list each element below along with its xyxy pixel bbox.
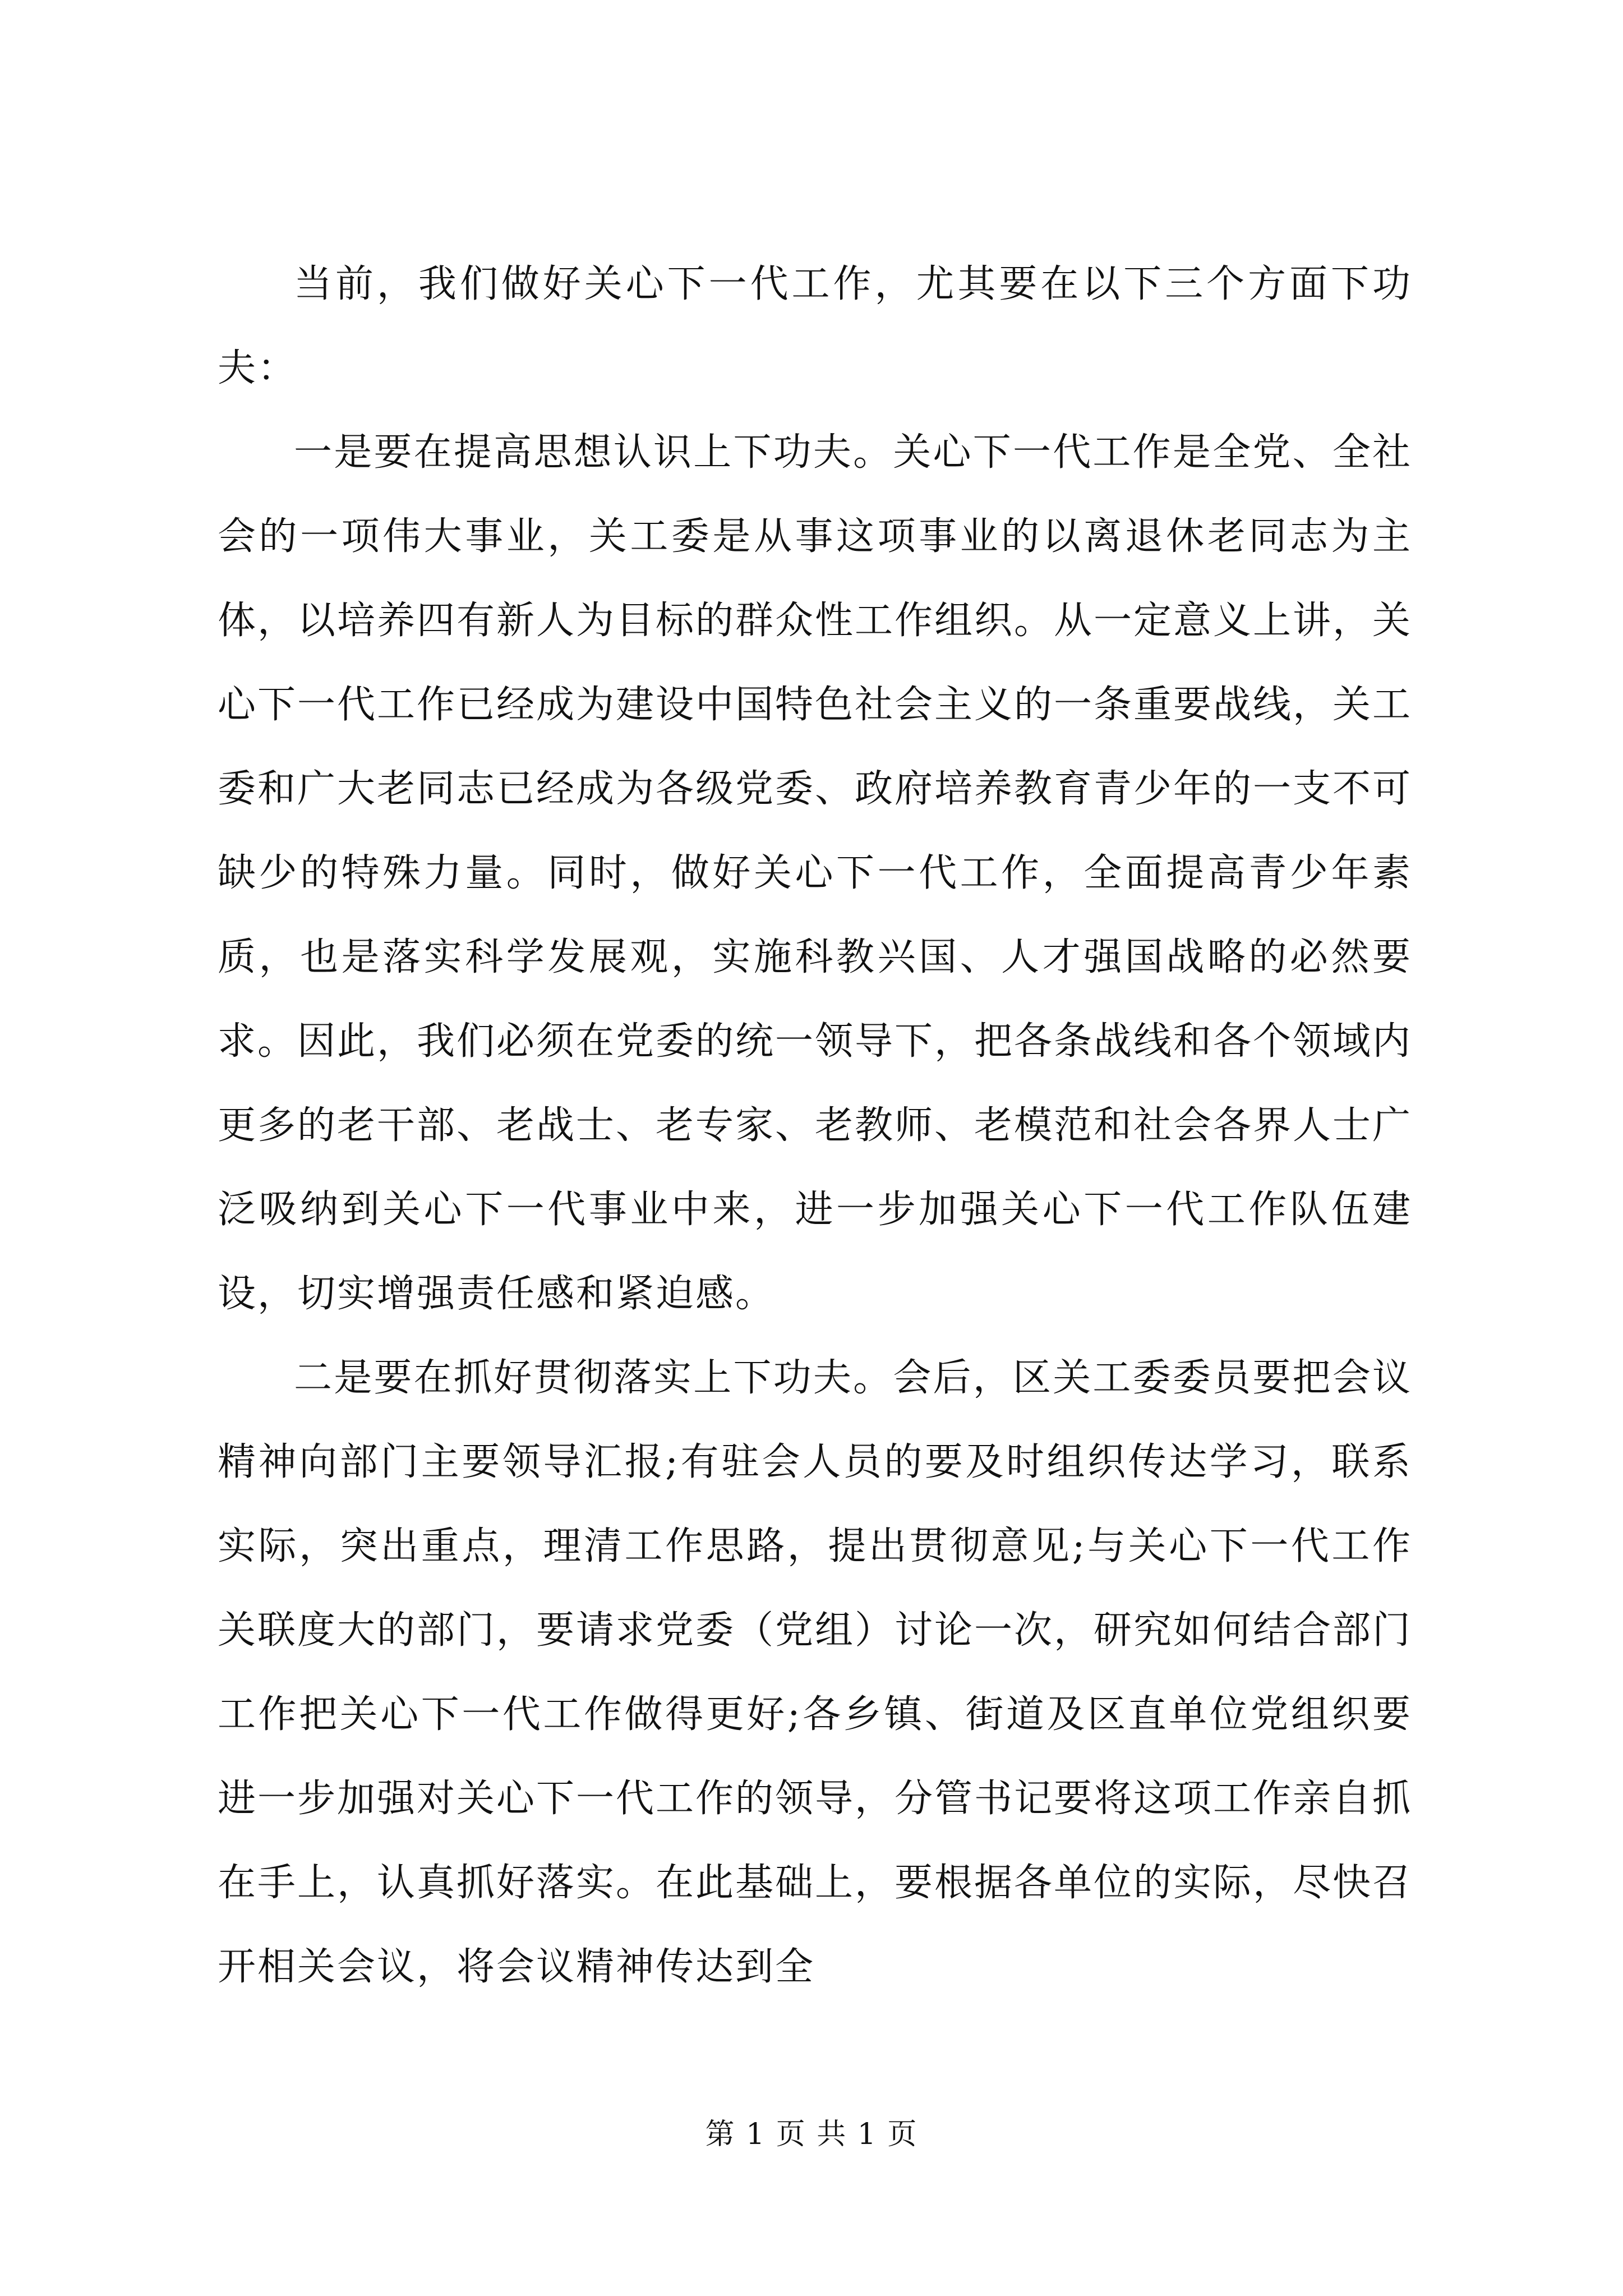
paragraph-point-one: 一是要在提高思想认识上下功夫。关心下一代工作是全党、全社会的一项伟大事业，关工委是从事这项事业的以离退休老同志为主体，以培养四有新人为目标的群众性工作组织。从一定意义上讲，关心下一代工作已经成为建设中国特色社会主义的一条重要战线，关工委和广大老同志已经成为各级党委、政府培养教育青少年的一支不可缺少的特殊力量。同时，做好关心下一代工作，全面提高青少年素质，也是落实科学发展观，实施科教兴国、人才强国战略的必然要求。因此，我们必须在党委的统一领导下，把各条战线和各个领域内更多的老干部、老战士、老专家、老教师、老模范和社会各界人士广泛吸纳到关心下一代事业中来，进一步加强关心下一代工作队伍建设，切实增强责任感和紧迫感。: [218, 430, 1413, 1316]
page-footer: 第 1 页 共 1 页: [705, 2118, 918, 2151]
document-body: [218, 242, 1412, 2009]
paragraph-intro: 当前，我们做好关心下一代工作，尤其要在以下三个方面下功夫：: [218, 262, 1412, 390]
paragraph-point-two: 二是要在抓好贯彻落实上下功夫。会后，区关工委委员要把会议精神向部门主要领导汇报;有驻会人员的要及时组织传达学习，联系实际，突出重点，理清工作思路，提出贯彻意见;与关心下一代工作关联度大的部门，要请求党委（党组）讨论一次，研究如何结合部门工作把关心下一代工作做得更好;各乡镇、街道及区直单位党组织要进一步加强对关心下一代工作的领导，分管书记要将这项工作亲自抓在手上，认真抓好落实。在此基础上，要根据各单位的实际，尽快召开相关会议，将会议精神传达到全: [218, 1356, 1413, 1989]
